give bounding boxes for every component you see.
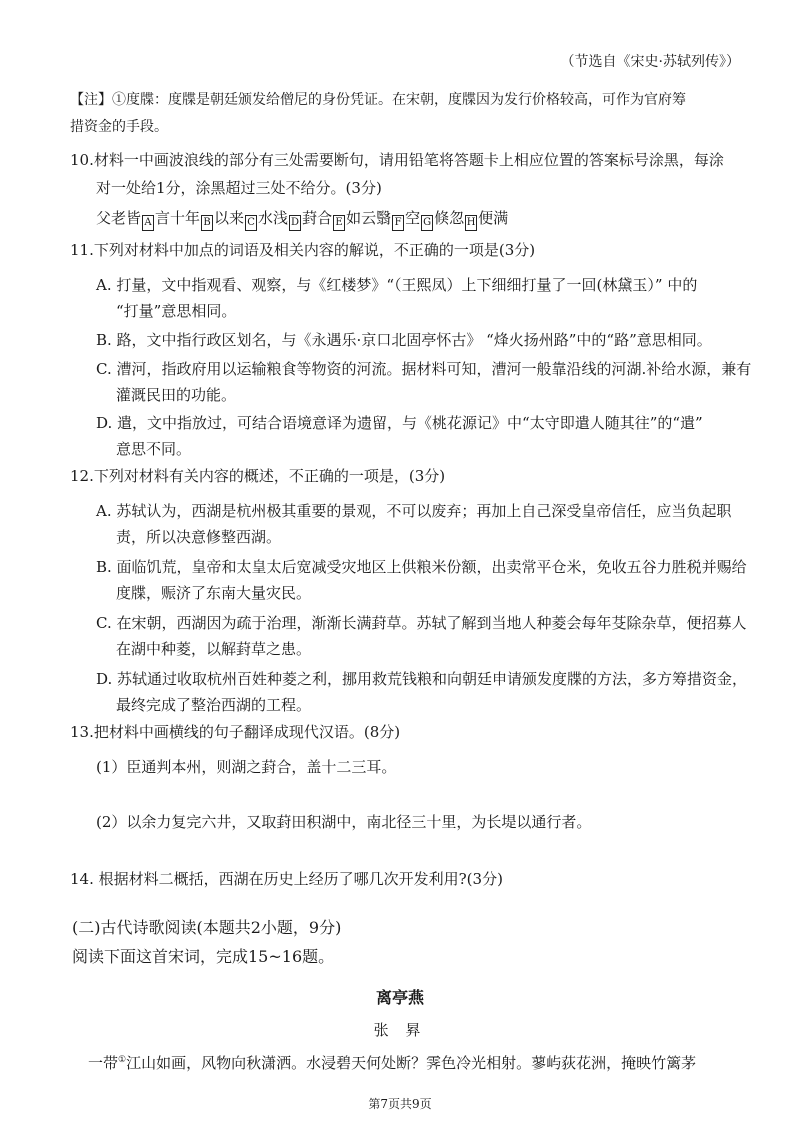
poem-line-1-rest: 江山如画，风物向秋潇洒。水浸碧天何处断？霁色冷光相射。蓼屿荻花洲，掩映竹篱茅 [126,1054,697,1072]
q12-option-a: A. 苏轼认为，西湖是杭州极其重要的景观，不可以废弃；再加上自己深受皇帝信任，应当负起职 [96,502,732,520]
q10-segment-text: 水浅 [258,209,289,227]
q13-sentence-2: (2）以余力复完六井，又取葑田积湖中，南北径三十里，为长堤以通行者。 [96,813,592,831]
note-line-1: 【注】①度牒：度牒是朝廷颁发给僧尼的身份凭证。在宋朝，度牒因为发行价格较高，可作为官府筹 [70,92,686,108]
q12-option-c: C. 在宋朝，西湖因为疏于治理，渐渐长满葑草。苏轼了解到当地人种菱会每年芟除杂草，便招募人 [96,614,747,632]
q10-answer-mark[interactable]: B [201,215,213,231]
poem-author: 张 昪 [373,1021,427,1039]
q10-segment-text: 便满 [478,209,509,227]
q12-option-d: D. 苏轼通过收取杭州百姓种菱之利，挪用救荒钱粮和向朝廷申请颁发度牒的方法，多方筹措资金， [96,670,748,688]
q13-stem: 13.把材料中画横线的句子翻译成现代汉语。(8分) [70,723,401,741]
section-instruction: 阅读下面这首宋词，完成15~16题。 [72,947,335,966]
note-line-2: 措资金的手段。 [70,119,168,135]
q10-segment-text: 葑合 [302,209,333,227]
footnote-marker: ① [118,1055,127,1065]
q10-answer-mark[interactable]: F [392,215,404,231]
q11-option-a: A. 打量，文中指观看、观察，与《红楼梦》“（王熙凤）上下细细打量了一回(林黛玉）” 中的 [96,276,698,294]
q11-option-a-cont: “打量”意思相同。 [116,302,237,320]
q12-option-d-cont: 最终完成了整治西湖的工程。 [116,696,312,714]
q11-option-c-cont: 灌溉民田的功能。 [116,386,237,404]
q10-segment-text: 倏忽 [434,209,465,227]
q14-stem: 14. 根据材料二概括，西湖在历史上经历了哪几次开发利用?(3分) [70,870,503,888]
q10-sentence [96,208,508,231]
q10-segment-text: 如云翳 [346,209,392,227]
q12-option-c-cont: 在湖中种菱，以解葑草之患。 [116,640,312,658]
q10-answer-mark[interactable]: G [421,215,433,231]
source-citation: （节选自《宋史·苏轼列传》） [560,54,740,70]
q11-option-d-cont: 意思不同。 [116,440,192,458]
section-heading: (二)古代诗歌阅读(本题共2小题，9分) [72,918,342,937]
q10-segment-text: 空 [405,209,421,227]
q11-stem: 11.下列对材料中加点的词语及相关内容的解说，不正确的一项是(3分) [70,241,536,259]
q12-option-b: B. 面临饥荒，皇帝和太皇太后宽减受灾地区上供粮米份额，出卖常平仓米，免收五谷力胜税并赐给 [96,558,747,576]
q10-line-2: 对一处给1分，涂黑超过三处不给分。(3分) [96,179,382,197]
q12-option-a-cont: 责，所以决意修整西湖。 [116,528,282,546]
q10-segment-text: 以来 [214,209,245,227]
q12-stem: 12.下列对材料有关内容的概述，不正确的一项是，(3分) [70,467,446,485]
poem-line-1 [88,1050,696,1073]
q12-option-b-cont: 度牒，赈济了东南大量灾民。 [116,584,312,602]
q10-answer-mark[interactable]: A [142,215,154,231]
q10-answer-mark[interactable]: H [465,215,477,231]
q10-line-1: 10.材料一中画波浪线的部分有三处需要断句，请用铅笔将答题卡上相应位置的答案标号涂黑，每涂 [70,151,724,169]
q10-answer-mark[interactable]: C [245,215,257,231]
q10-answer-mark[interactable]: E [333,215,345,231]
q10-segment-text: 言十年 [155,209,201,227]
poem-line-1-start: 一带 [88,1054,119,1072]
page-footer: 第7页共9页 [368,1097,432,1111]
q13-sentence-1: (1）臣通判本州，则湖之葑合，盖十二三耳。 [96,758,397,776]
q10-segment-text: 父老皆 [96,209,142,227]
q10-answer-mark[interactable]: D [289,215,301,231]
q11-option-c: C. 漕河，指政府用以运输粮食等物资的河流。据材料可知，漕河一般靠沿线的河湖.补给水源，兼有 [96,360,752,378]
q11-option-d: D. 遣，文中指放过，可结合语境意译为遗留，与《桃花源记》中“太守即遣人随其往”的“遣” [96,414,703,432]
q11-option-b: B. 路，文中指行政区划名，与《永遇乐·京口北固亭怀古》 “烽火扬州路”中的“路”意思相同。 [96,331,712,349]
poem-title: 离亭燕 [375,988,424,1007]
